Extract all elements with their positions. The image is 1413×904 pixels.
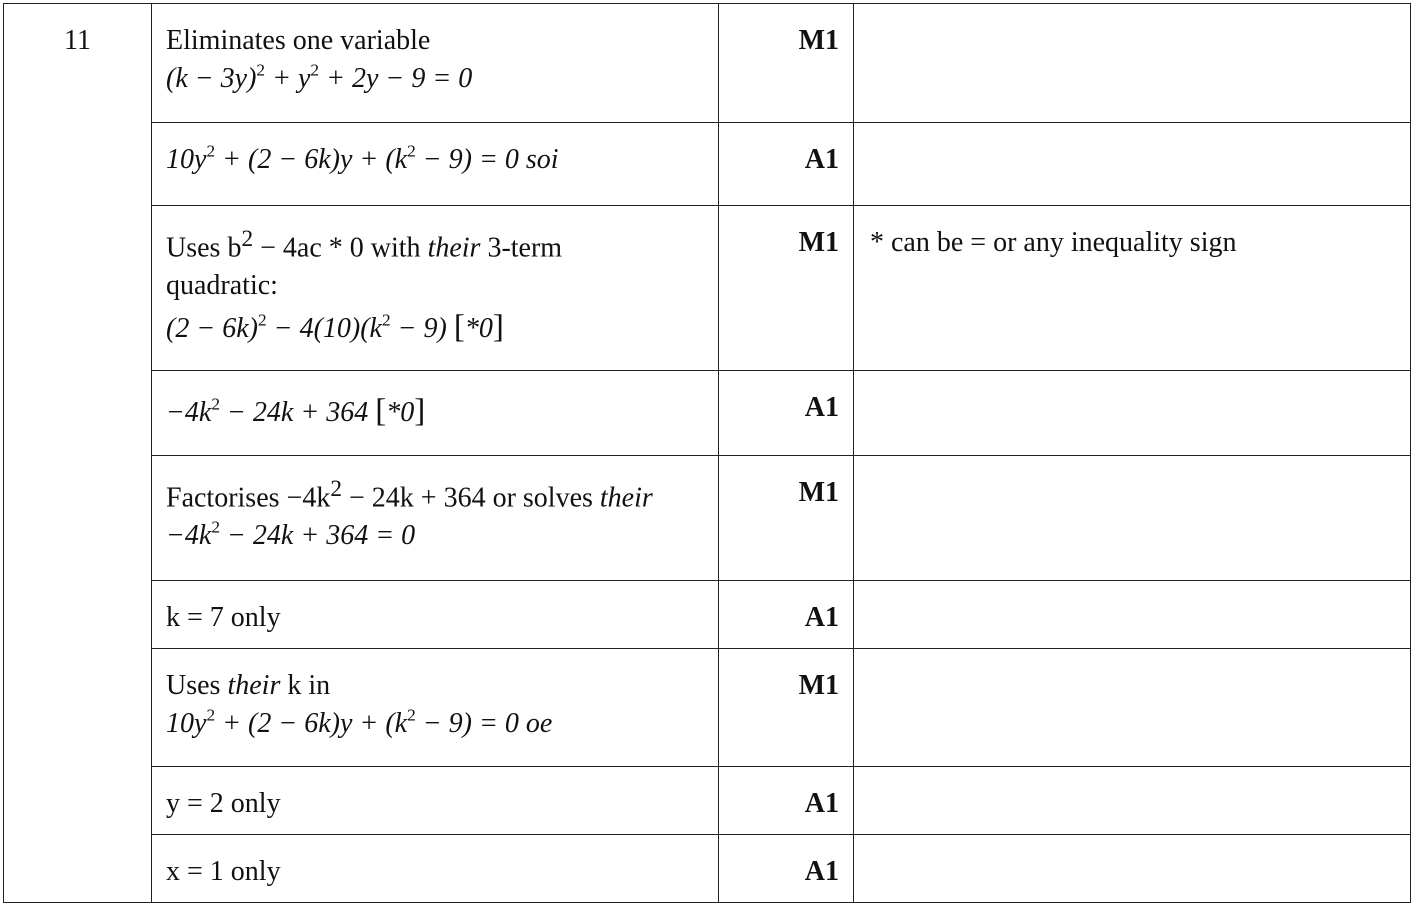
guidance-cell (854, 456, 1411, 581)
answer-cell (152, 835, 719, 903)
answer-cell (152, 371, 719, 456)
mark-cell: A1 (719, 581, 854, 649)
question-number: 11 (4, 4, 152, 903)
table-row (4, 767, 1411, 835)
mark-cell: A1 (719, 767, 854, 835)
table-row (4, 4, 1411, 123)
guidance-cell (854, 123, 1411, 206)
mark-cell: M1 (719, 456, 854, 581)
table-row (4, 456, 1411, 581)
table-row (4, 206, 1411, 371)
answer-cell (152, 581, 719, 649)
answer-text: Uses $b^2 - 4ac * 0$ with their 3-term (166, 226, 563, 264)
table-row (4, 123, 1411, 206)
table-row (4, 371, 1411, 456)
answer-text: Eliminates one variable (166, 25, 431, 56)
math-expression: $(2 - 6k)^2 - 4(10)(k^2 - 9)$ [*0] (166, 308, 504, 345)
answer-cell (152, 4, 719, 123)
guidance-cell (854, 767, 1411, 835)
guidance-cell (854, 581, 1411, 649)
answer-text: Factorises $-4k^2 - 24k + 364$ or solves their (166, 476, 653, 514)
table-row (4, 581, 1411, 649)
table-row (4, 649, 1411, 767)
math-expression: $-4k^2 - 24k + 364$ [*0] (166, 393, 426, 429)
guidance-cell (854, 649, 1411, 767)
mark-cell: A1 (719, 123, 854, 206)
guidance-cell (854, 4, 1411, 123)
answer-text: Uses their k in (166, 670, 331, 701)
guidance-cell: * can be = or any inequality sign (854, 206, 1411, 371)
mark-scheme-table (3, 3, 1411, 903)
answer-text: y = 2 only (166, 788, 281, 819)
answer-cell (152, 649, 719, 767)
answer-cell (152, 767, 719, 835)
mark-cell: A1 (719, 371, 854, 456)
guidance-cell (854, 835, 1411, 903)
math-expression: $10y^2 + (2 - 6k)y + (k^2 - 9) = 0$ soi (166, 141, 559, 175)
mark-cell: M1 (719, 206, 854, 371)
answer-cell (152, 456, 719, 581)
guidance-cell (854, 371, 1411, 456)
table-row (4, 835, 1411, 903)
math-expression: $-4k^2 - 24k + 364 = 0$ (166, 517, 416, 552)
mark-cell: A1 (719, 835, 854, 903)
answer-text: quadratic: (166, 270, 278, 302)
answer-cell (152, 206, 719, 371)
mark-cell: M1 (719, 649, 854, 767)
answer-cell (152, 123, 719, 206)
math-expression: $10y^2 + (2 - 6k)y + (k^2 - 9) = 0$ oe (166, 705, 553, 739)
answer-text: x = 1 only (166, 856, 281, 887)
math-expression: $(k - 3y)^2 + y^2 + 2y - 9 = 0$ (166, 60, 473, 94)
mark-cell: M1 (719, 4, 854, 123)
answer-text: k = 7 only (166, 602, 281, 633)
